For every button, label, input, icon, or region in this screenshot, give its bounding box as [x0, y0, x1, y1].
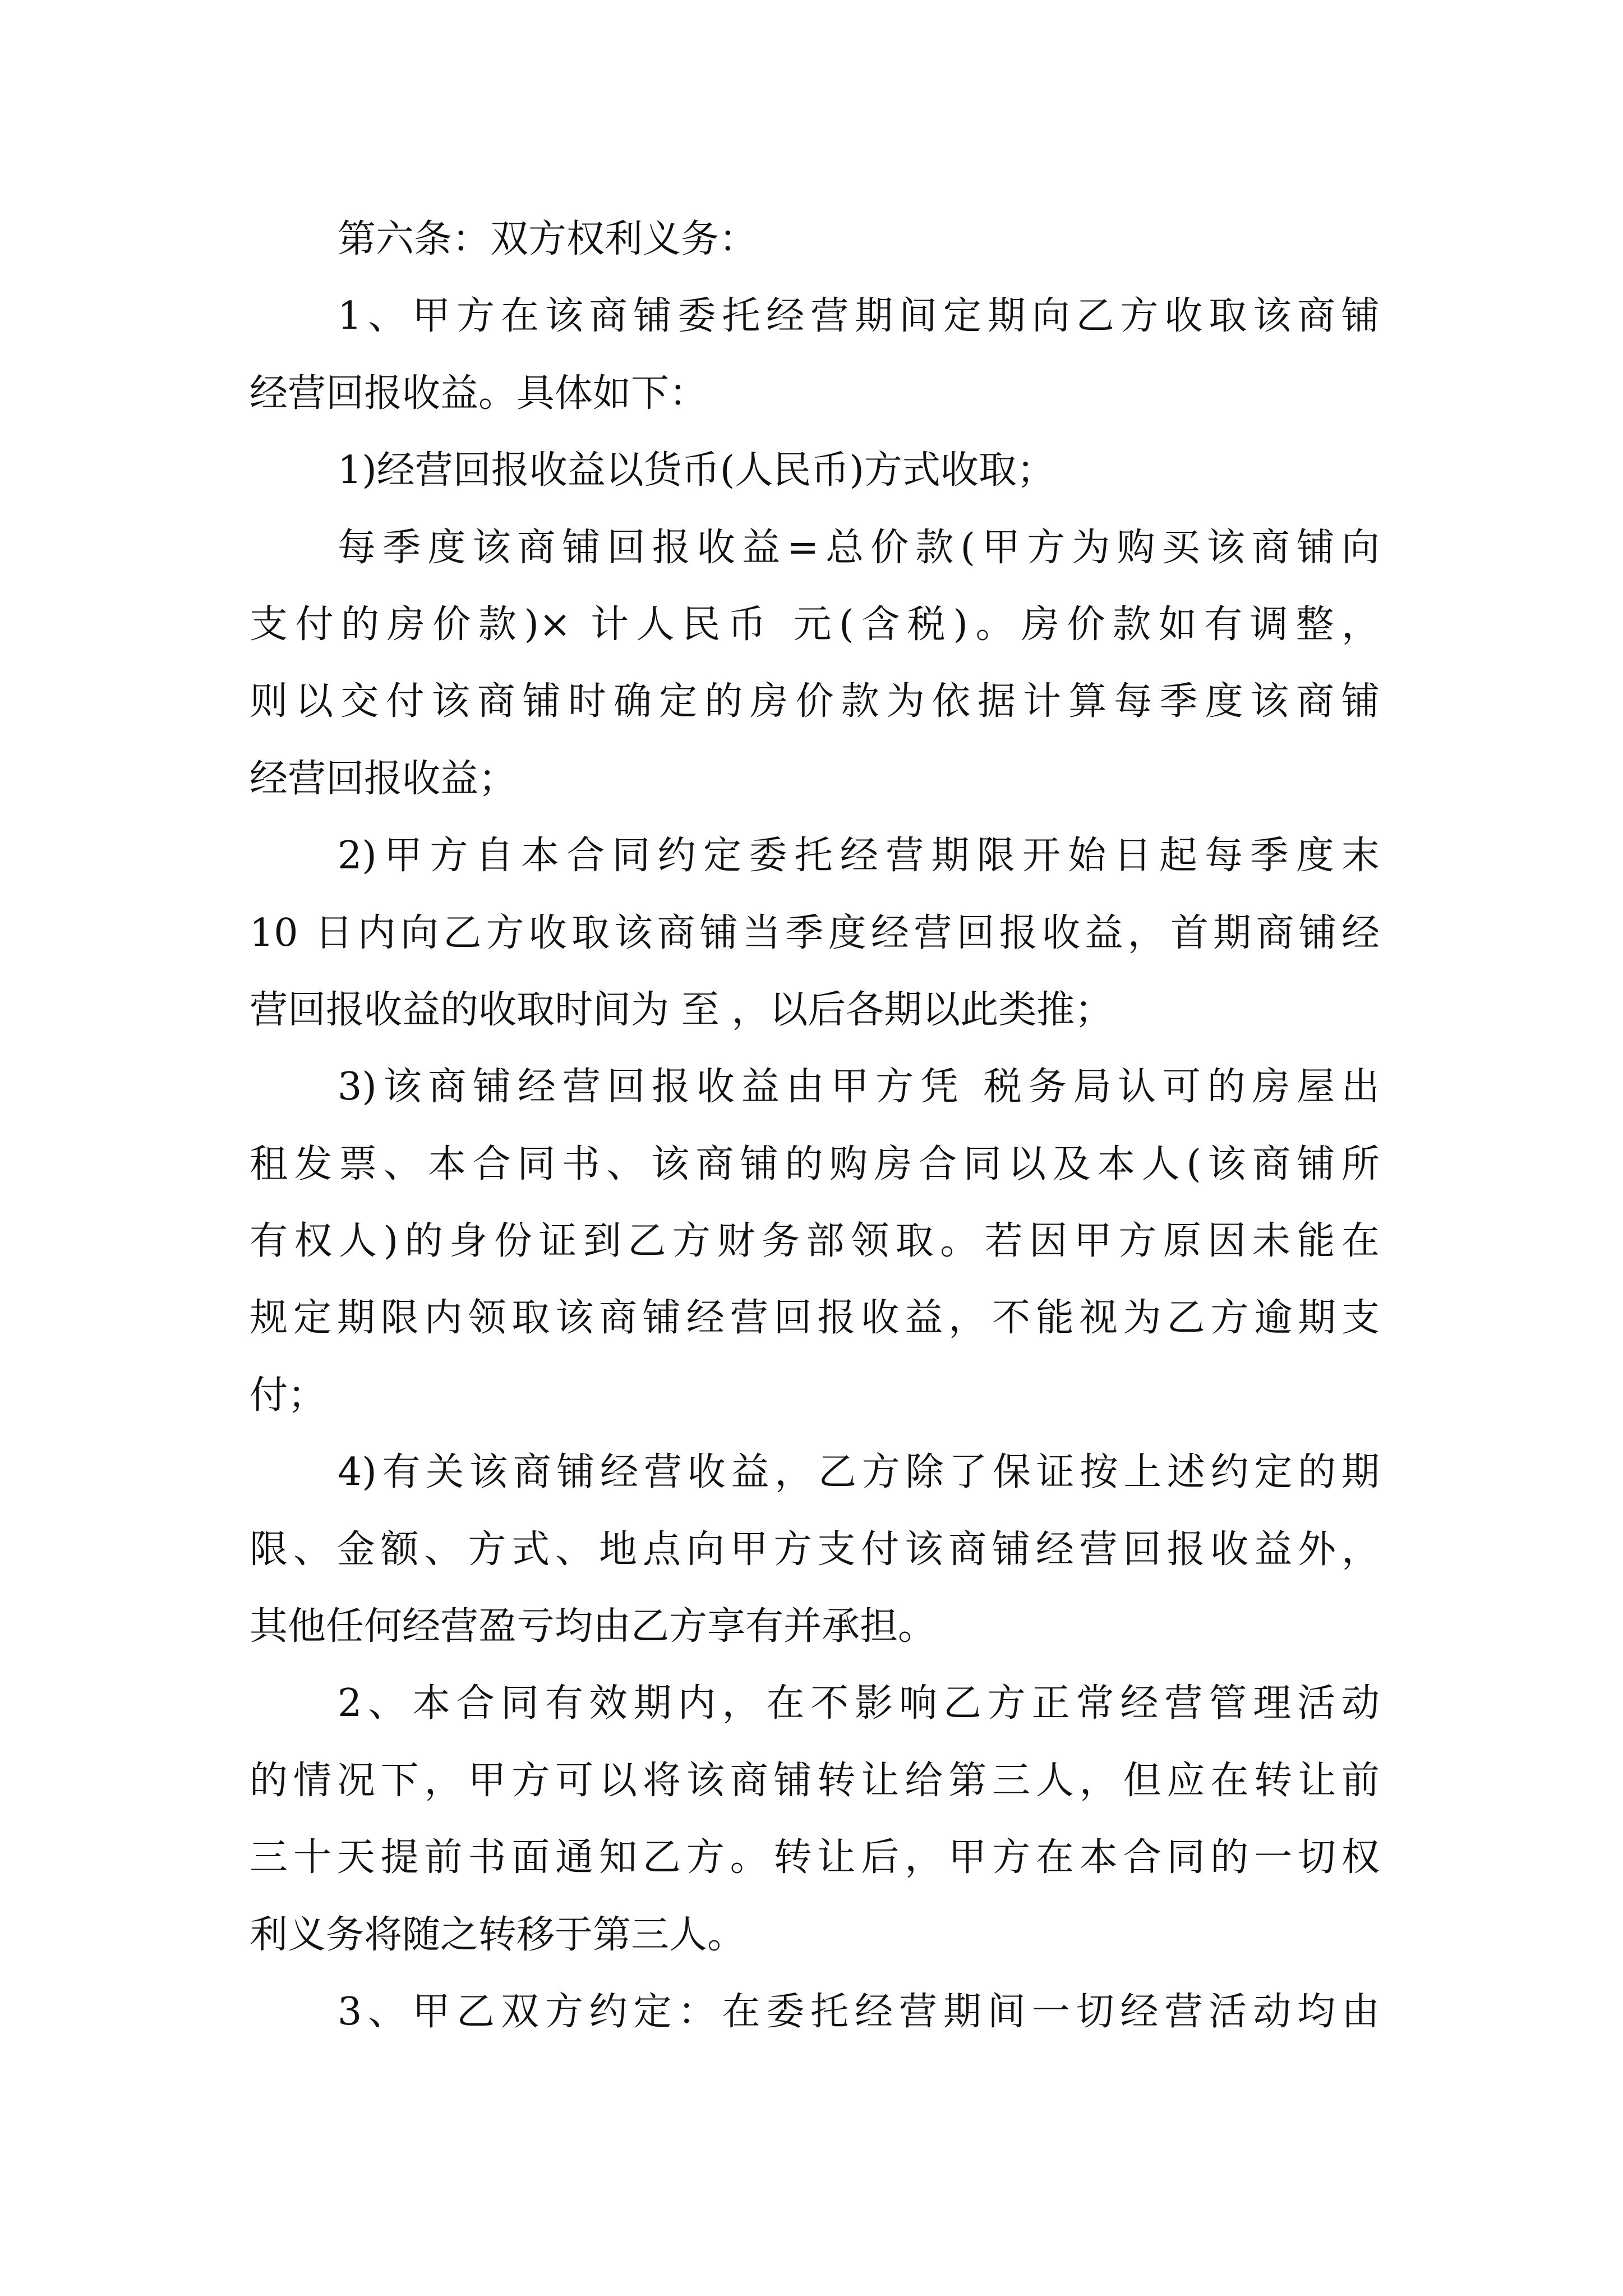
document-body — [250, 201, 1380, 2050]
article-heading — [250, 201, 1380, 278]
quarterly-return-paragraph — [250, 509, 1380, 818]
text-line: 租发票、本合同书、该商铺的购房合同以及本人(该商铺所 — [250, 1142, 1380, 1186]
text-line: 利义务将随之转移于第三人。 — [250, 1912, 746, 1957]
clause-1-paragraph — [250, 278, 1380, 432]
text-line: 规定期限内领取该商铺经营回报收益，不能视为乙方逾期支 — [250, 1296, 1380, 1341]
text-line: 第六条：双方权利义务： — [338, 217, 758, 261]
text-line: 10 日内向乙方收取该商铺当季度经营回报收益，首期商铺经 — [250, 910, 1380, 955]
clause-3-paragraph — [250, 1973, 1380, 2050]
text-line: 其他任何经营盈亏均由乙方享有并承担。 — [250, 1604, 937, 1649]
text-line: 1、甲方在该商铺委托经营期间定期向乙方收取该商铺 — [338, 294, 1380, 339]
item-3-paragraph — [250, 1048, 1380, 1434]
text-line: 每季度该商铺回报收益=总价款(甲方为购买该商铺向 — [338, 525, 1380, 570]
item-4-paragraph — [250, 1434, 1380, 1665]
text-line: 2、本合同有效期内，在不影响乙方正常经营管理活动 — [338, 1681, 1380, 1726]
text-line: 则以交付该商铺时确定的房价款为依据计算每季度该商铺 — [250, 679, 1380, 724]
text-line: 2)甲方自本合同约定委托经营期限开始日起每季度末 — [338, 834, 1380, 878]
text-line: 支付的房价款)× 计人民币 元(含税)。房价款如有调整， — [250, 602, 1380, 647]
item-2-paragraph — [250, 817, 1380, 1048]
text-line: 限、金额、方式、地点向甲方支付该商铺经营回报收益外， — [250, 1527, 1380, 1572]
text-line: 经营回报收益； — [250, 756, 517, 801]
text-line: 1)经营回报收益以货币(人民币)方式收取； — [338, 448, 1055, 493]
item-1-paragraph — [250, 432, 1380, 509]
text-line: 经营回报收益。具体如下： — [250, 371, 708, 416]
text-line: 的情况下，甲方可以将该商铺转让给第三人，但应在转让前 — [250, 1758, 1380, 1803]
clause-2-paragraph — [250, 1665, 1380, 1973]
text-line: 营回报收益的收取时间为 至 ，以后各期以此类推； — [250, 987, 1113, 1032]
text-line: 3)该商铺经营回报收益由甲方凭 税务局认可的房屋出 — [338, 1065, 1380, 1110]
text-line: 三十天提前书面通知乙方。转让后，甲方在本合同的一切权 — [250, 1835, 1380, 1880]
text-line: 有权人)的身份证到乙方财务部领取。若因甲方原因未能在 — [250, 1219, 1380, 1264]
text-line: 付； — [250, 1373, 326, 1418]
text-line: 3、甲乙双方约定：在委托经营期间一切经营活动均由 — [338, 1989, 1380, 2034]
text-line: 4)有关该商铺经营收益，乙方除了保证按上述约定的期 — [338, 1450, 1380, 1495]
